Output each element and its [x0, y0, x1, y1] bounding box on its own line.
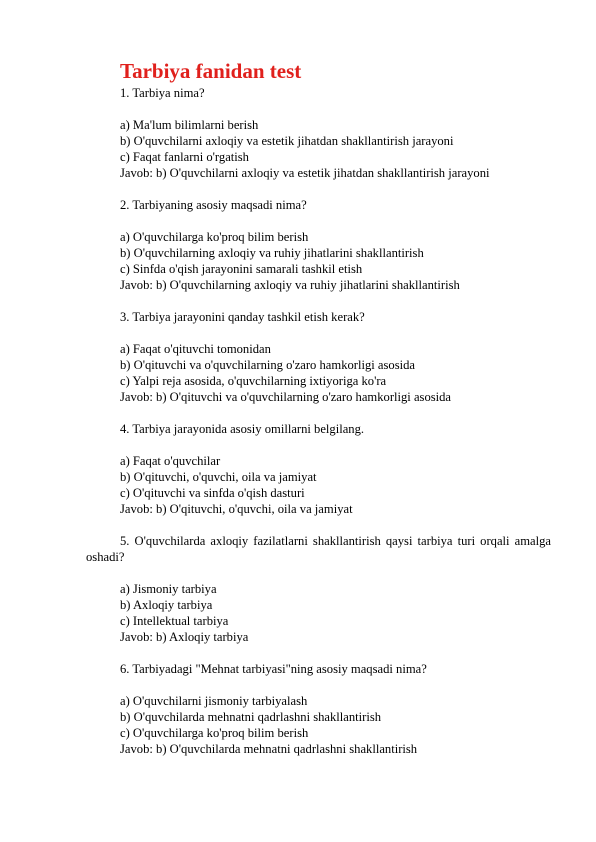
question-text: 1. Tarbiya nima? — [120, 86, 205, 100]
option-c: c) O'quvchilarga ko'proq bilim berish — [120, 726, 309, 740]
option-c: c) Yalpi reja asosida, o'quvchilarning ixtiyoriga ko'ra — [120, 374, 387, 388]
option-a: a) O'quvchilarni jismoniy tarbiyalash — [120, 694, 308, 708]
answer-line: Javob: b) O'quvchilarda mehnatni qadrlashni shakllantirish — [120, 742, 418, 756]
question-text: 3. Tarbiya jarayonini qanday tashkil etish kerak? — [120, 310, 365, 324]
question-block — [120, 581, 551, 645]
option-b: b) O'qituvchi va o'quvchilarning o'zaro hamkorligi asosida — [120, 358, 415, 372]
option-c: c) Faqat fanlarni o'rgatish — [120, 150, 249, 164]
option-b: b) Axloqiy tarbiya — [120, 598, 213, 612]
option-a: a) Ma'lum bilimlarni berish — [120, 118, 259, 132]
option-a: a) O'quvchilarga ko'proq bilim berish — [120, 230, 309, 244]
answer-line: Javob: b) O'qituvchi va o'quvchilarning o'zaro hamkorligi asosida — [120, 390, 452, 404]
answer-line: Javob: b) Axloqiy tarbiya — [120, 630, 249, 644]
option-a: a) Faqat o'quvchilar — [120, 454, 221, 468]
question-text: 2. Tarbiyaning asosiy maqsadi nima? — [120, 198, 307, 212]
document-title: Tarbiya fanidan test — [120, 59, 302, 83]
option-c: c) Intellektual tarbiya — [120, 614, 229, 628]
question-block — [120, 693, 551, 757]
option-a: a) Jismoniy tarbiya — [120, 582, 217, 596]
question-block — [120, 453, 551, 517]
question-block — [120, 117, 551, 181]
question-block — [120, 341, 551, 405]
answer-line: Javob: b) O'quvchilarning axloqiy va ruhiy jihatlarini shakllantirish — [120, 278, 460, 292]
option-b: b) O'quvchilarda mehnatni qadrlashni shakllantirish — [120, 710, 382, 724]
question-block — [120, 229, 551, 293]
option-c: c) O'qituvchi va sinfda o'qish dasturi — [120, 486, 305, 500]
answer-line: Javob: b) O'quvchilarni axloqiy va estetik jihatdan shakllantirish jarayoni — [120, 166, 490, 180]
option-b: b) O'quvchilarni axloqiy va estetik jihatdan shakllantirish jarayoni — [120, 134, 454, 148]
question-text: 6. Tarbiyadagi "Mehnat tarbiyasi"ning asosiy maqsadi nima? — [120, 662, 427, 676]
document-body — [86, 85, 551, 773]
question-text: 5. O'quvchilarda axloqiy fazilatlarni shakllantirish qaysi tarbiya turi orqali amalga oshadi? — [86, 534, 551, 564]
option-b: b) O'qituvchi, o'quvchi, oila va jamiyat — [120, 470, 317, 484]
question-text: 4. Tarbiya jarayonida asosiy omillarni belgilang. — [120, 422, 365, 436]
option-a: a) Faqat o'qituvchi tomonidan — [120, 342, 271, 356]
answer-line: Javob: b) O'qituvchi, o'quvchi, oila va jamiyat — [120, 502, 353, 516]
option-b: b) O'quvchilarning axloqiy va ruhiy jihatlarini shakllantirish — [120, 246, 424, 260]
option-c: c) Sinfda o'qish jarayonini samarali tashkil etish — [120, 262, 363, 276]
